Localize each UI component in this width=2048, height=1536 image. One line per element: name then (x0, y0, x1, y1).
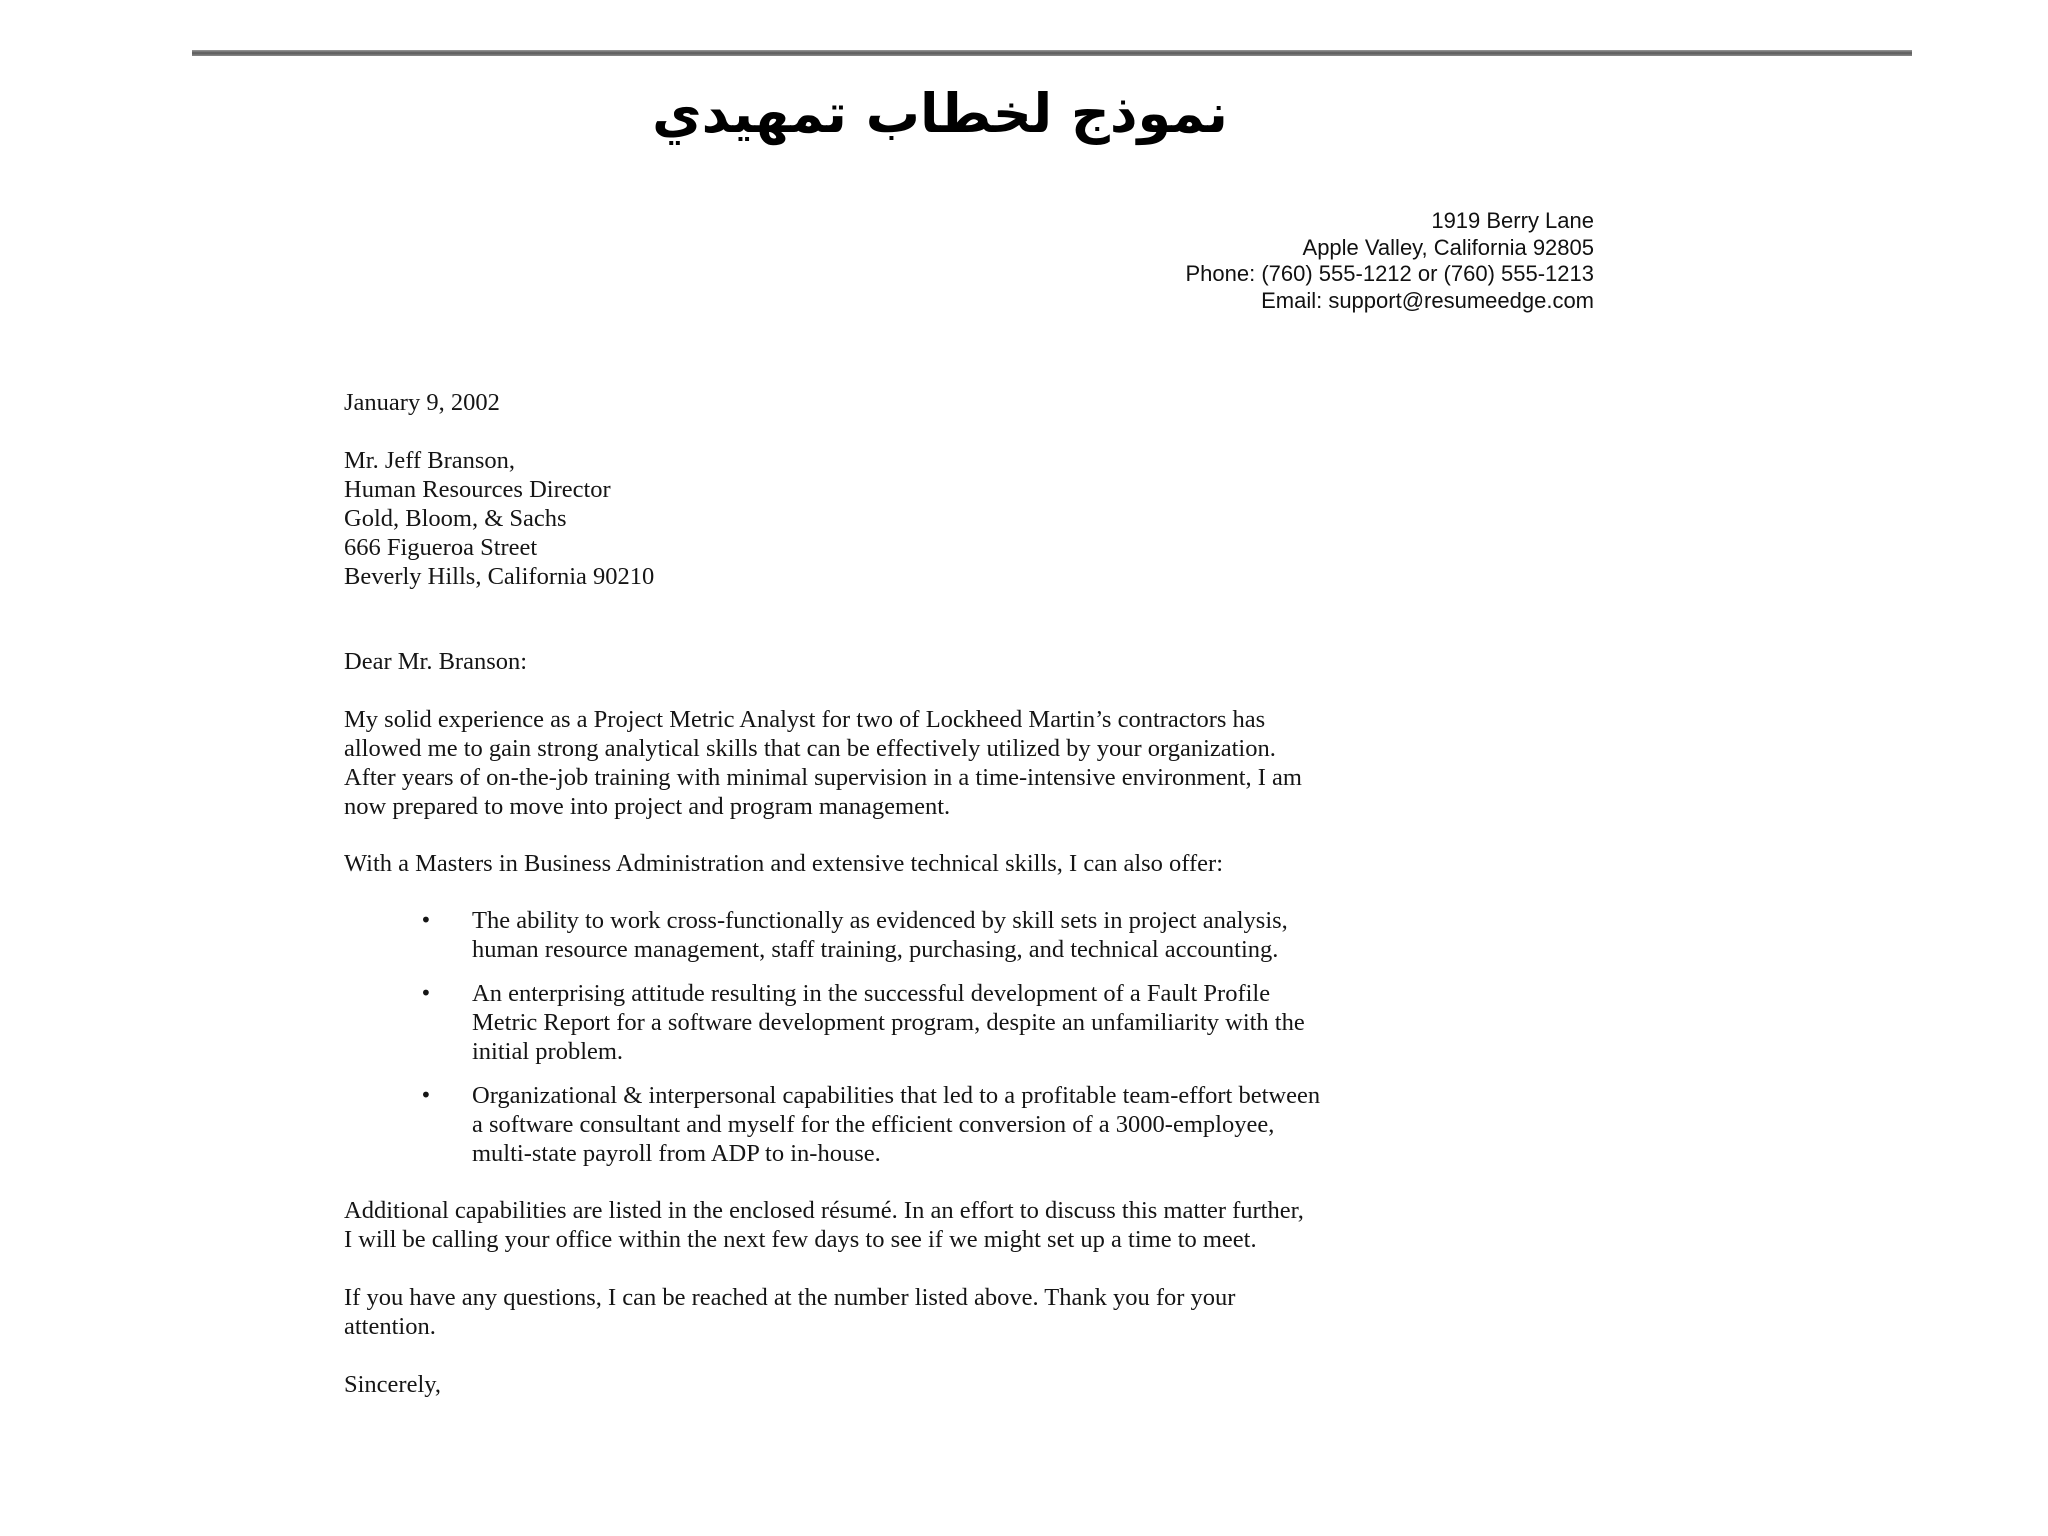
list-item-line: Metric Report for a software development program, despite an unfamiliarity with the (472, 1009, 1305, 1036)
bullet-icon: • (420, 908, 432, 932)
list-item (344, 1081, 1604, 1168)
paragraph-experience (344, 705, 1604, 821)
paragraph-line: allowed me to gain strong analytical skills that can be effectively utilized by your organization. (344, 735, 1276, 762)
list-item-line: Organizational & interpersonal capabilities that led to a profitable team-effort between (472, 1082, 1321, 1109)
paragraph-follow-up (344, 1196, 1604, 1254)
list-item-line: a software consultant and myself for the efficient conversion of a 3000-employee, (472, 1111, 1275, 1138)
bullet-icon: • (420, 981, 432, 1005)
benefits-list (344, 906, 1604, 1168)
paragraph-line: My solid experience as a Project Metric Analyst for two of Lockheed Martin’s contractors has (344, 706, 1266, 733)
list-item-line: human resource management, staff training, purchasing, and technical accounting. (472, 936, 1279, 963)
list-item-line: The ability to work cross-functionally as evidenced by skill sets in project analysis, (472, 907, 1288, 934)
recipient-name: Mr. Jeff Branson, (344, 447, 516, 474)
list-item-line: multi-state payroll from ADP to in-house. (472, 1140, 881, 1167)
recipient-street: 666 Figueroa Street (344, 534, 538, 561)
paragraph-line: I will be calling your office within the next few days to see if we might set up a time to meet. (344, 1226, 1257, 1253)
list-item-line: initial problem. (472, 1038, 624, 1065)
paragraph-line: attention. (344, 1313, 436, 1340)
sender-address-block (1185, 208, 1594, 314)
letter-body (344, 388, 1604, 1399)
salutation: Dear Mr. Branson: (344, 648, 528, 675)
closing-signoff: Sincerely, (344, 1371, 442, 1398)
paragraph-line: After years of on-the-job training with minimal supervision in a time-intensive environment, I am (344, 764, 1302, 791)
recipient-address-block (344, 446, 1604, 591)
letter-date: January 9, 2002 (344, 389, 500, 416)
paragraph-line: now prepared to move into project and program management. (344, 793, 951, 820)
sender-phone: Phone: (760) 555-1212 or (760) 555-1213 (1185, 261, 1594, 286)
paragraph-line: Additional capabilities are listed in the enclosed résumé. In an effort to discuss this matter further, (344, 1197, 1304, 1224)
list-item (344, 906, 1604, 964)
list-item (344, 979, 1604, 1066)
paragraph-offer-intro: With a Masters in Business Administration and extensive technical skills, I can also offer: (344, 850, 1224, 877)
paragraph-line: If you have any questions, I can be reached at the number listed above. Thank you for your (344, 1284, 1236, 1311)
sender-email: Email: support@resumeedge.com (1261, 287, 1594, 313)
document-title: نموذج لخطاب تمهيدي (652, 82, 1228, 145)
sender-street: 1919 Berry Lane (1431, 208, 1594, 233)
sender-city: Apple Valley, California 92805 (1302, 234, 1594, 260)
recipient-city: Beverly Hills, California 90210 (344, 563, 655, 590)
bullet-icon: • (420, 1083, 432, 1107)
recipient-title: Human Resources Director (344, 476, 611, 503)
list-item-line: An enterprising attitude resulting in the successful development of a Fault Profile (472, 980, 1271, 1007)
top-divider (192, 50, 1912, 56)
paragraph-contact (344, 1283, 1604, 1341)
recipient-company: Gold, Bloom, & Sachs (344, 505, 567, 532)
